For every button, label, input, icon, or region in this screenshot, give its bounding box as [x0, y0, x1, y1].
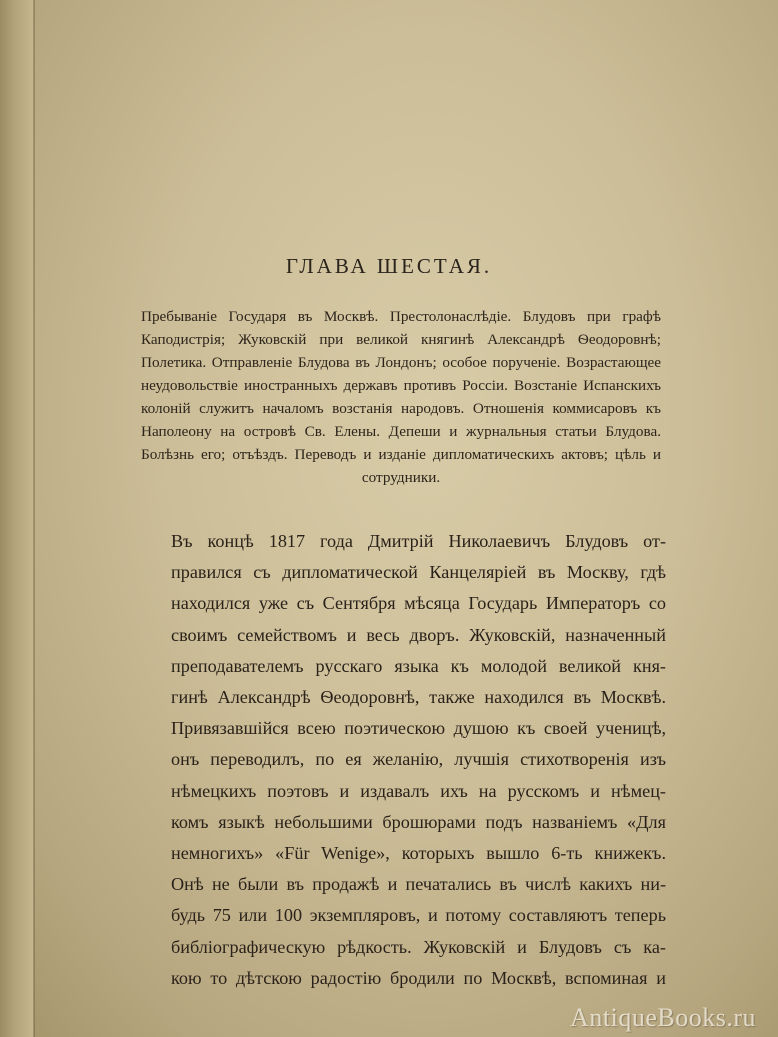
body-line: немногихъ» «Für Wenige», которыхъ вышло 6-ть книжекъ. — [171, 843, 666, 864]
body-line: библіографическую рѣдкость. Жуковскій и Блудовъ съ ка- — [171, 936, 666, 957]
body-line: правился съ дипломатической Канцеляріей въ Москву, гдѣ — [171, 562, 666, 583]
body-line: комъ языкѣ небольшими брошюрами подъ названіемъ «Для — [171, 811, 666, 832]
body-line: Въ концѣ 1817 года Дмитрій Николаевичъ Блудовъ от- — [171, 531, 666, 551]
page-gutter — [33, 0, 35, 1037]
body-text — [171, 526, 666, 994]
body-line: находился уже съ Сентября мѣсяца Государь Императоръ со — [171, 593, 666, 614]
body-line: своимъ семействомъ и весь дворъ. Жуковскій, назначенный — [171, 624, 666, 645]
body-line: преподавателемъ русскаго языка къ молодой великой кня- — [171, 655, 666, 676]
book-spine-shadow — [0, 0, 34, 1037]
chapter-summary: Пребываніе Государя въ Москвѣ. Престолонаслѣдіе. Блудовъ при графѣ Каподистрія; Жуковскій при великой княгинѣ Александрѣ Ѳеодоровнѣ; Полетика. Отправленіе Блудова въ Лондонъ; особое порученіе. Возрастающее неудовольствіе иностранныхъ державъ противъ Россіи. Возстаніе Испанскихъ колоній служитъ началомъ возстанія народовъ. Отношенія коммисаровъ къ Наполеону на островѣ Св. Елены. Депеши и журнальныя статьи Блудова. Болѣзнь его; отъѣздъ. Переводъ и изданіе дипломатическихъ актовъ; цѣль и сотрудники. — [141, 308, 661, 486]
body-line: будь 75 или 100 экземпляровъ, и потому составляютъ теперь — [171, 905, 666, 926]
body-line: гинѣ Александрѣ Ѳеодоровнѣ, также находился въ Москвѣ. — [171, 687, 666, 708]
body-line: кою то дѣтскою радостію бродили по Москвѣ, вспоминая и — [171, 967, 666, 988]
body-line: нѣмецкихъ поэтовъ и издавалъ ихъ на русскомъ и нѣмец- — [171, 780, 666, 801]
chapter-title: ГЛАВА ШЕСТАЯ. — [285, 254, 493, 278]
watermark-logo: AntiqueBooks.ru — [570, 1003, 756, 1032]
body-line: Онѣ не были въ продажѣ и печатались въ числѣ какихъ ни- — [171, 874, 666, 895]
body-line: Привязавшійся всею поэтическою душою къ своей ученицѣ, — [171, 718, 666, 739]
body-line: онъ переводилъ, по ея желанію, лучшія стихотворенія изъ — [171, 749, 666, 770]
